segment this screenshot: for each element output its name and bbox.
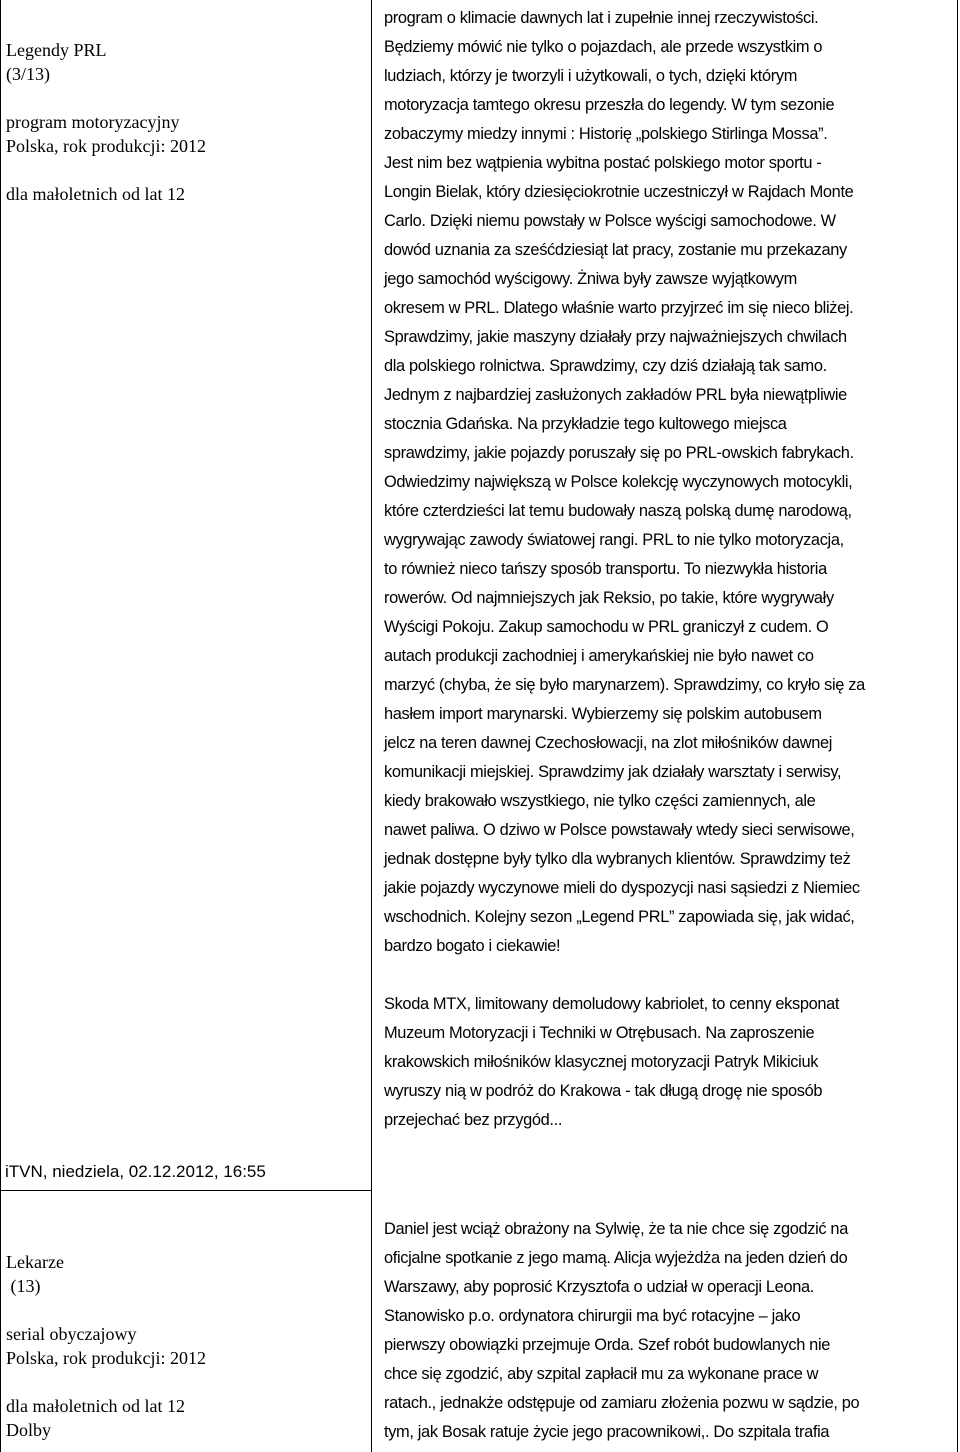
episode-description [384, 990, 956, 1135]
episode-line: Muzeum Motoryzacji i Techniki w Otrębusach. Na zaproszenie [384, 1024, 815, 1042]
right-border [957, 0, 958, 1452]
program-audio: Dolby [6, 1420, 51, 1440]
episode-line: Skoda MTX, limitowany demoludowy kabriolet, to cenny eksponat [384, 995, 840, 1013]
description-line: jego samochód wyścigowy. Żniwa były zawsze wyjątkowym [384, 270, 797, 288]
left-border [0, 0, 1, 1452]
description-line: marzyć (chyba, że się było marynarzem). Sprawdzimy, co kryło się za [384, 676, 865, 694]
description-line: Warszawy, aby poprosić Krzysztofa o udział w operacji Leona. [384, 1278, 814, 1296]
description-line: hasłem import marynarski. Wybierzemy się polskim autobusem [384, 705, 822, 723]
station-time-header: iTVN, niedziela, 02.12.2012, 16:55 [5, 1162, 266, 1181]
program-genre: serial obyczajowy [6, 1324, 137, 1344]
episode-line: krakowskich miłośników klasycznej motoryzacji Patryk Mikiciuk [384, 1053, 819, 1071]
program-country-year: Polska, rok produkcji: 2012 [6, 136, 206, 156]
description-line: kiedy brakowało wszystkiego, nie tylko części zamiennych, ale [384, 792, 816, 810]
description-line: jednak dostępne były tylko dla wybranych klientów. Sprawdzimy też [384, 850, 851, 868]
episode-line: wyruszy nią w podróż do Krakowa - tak długą drogę nie sposób [384, 1082, 823, 1100]
description-line: Stanowisko p.o. ordynatora chirurgii ma być rotacyjne – jako [384, 1307, 801, 1325]
description-line: ratach., jednakże odstępuje od zamiaru złożenia pozwu w sądzie, po [384, 1394, 860, 1412]
column-divider [371, 0, 372, 1452]
description-line: autach produkcji zachodniej i amerykańskiej nie było nawet co [384, 647, 814, 665]
description-line: jelcz na teren dawnej Czechosłowacji, na zlot miłośników dawnej [384, 734, 833, 752]
program-info-lekarze [6, 1250, 366, 1442]
description-line: wygrywając zawody światowej rangi. PRL to nie tylko motoryzacja, [384, 531, 844, 549]
description-line: dla polskiego rolnictwa. Sprawdzimy, czy dziś działają tak samo. [384, 357, 827, 375]
description-line: które czterdzieści lat temu budowały naszą polską dumę narodową, [384, 502, 852, 520]
description-line: nawet paliwa. O dziwo w Polsce powstawały wtedy sieci serwisowe, [384, 821, 855, 839]
program-rating: dla małoletnich od lat 12 [6, 184, 185, 204]
description-line: wschodnich. Kolejny sezon „Legend PRL” zapowiada się, jak widać, [384, 908, 855, 926]
program-title: Lekarze [6, 1252, 64, 1272]
program-description [384, 4, 956, 961]
description-line: Longin Bielak, który dziesięciokrotnie uczestniczył w Rajdach Monte [384, 183, 854, 201]
program-title: Legendy PRL [6, 40, 107, 60]
description-line: stocznia Gdańska. Na przykładzie tego kultowego miejsca [384, 415, 787, 433]
program-info-legendy-prl [6, 38, 366, 206]
program-rating: dla małoletnich od lat 12 [6, 1396, 185, 1416]
description-line: dowód uznania za sześćdziesiąt lat pracy, zostanie mu przekazany [384, 241, 847, 259]
description-line: komunikacji miejskiej. Sprawdzimy jak działały warsztaty i serwisy, [384, 763, 842, 781]
description-line: Wyścigi Pokoju. Zakup samochodu w PRL graniczył z cudem. O [384, 618, 829, 636]
description-line: rowerów. Od najmniejszych jak Reksio, po takie, które wygrywały [384, 589, 834, 607]
program-genre: program motoryzacyjny [6, 112, 180, 132]
description-line: Będziemy mówić nie tylko o pojazdach, ale przede wszystkim o [384, 38, 823, 56]
episode-line: przejechać bez przygód... [384, 1111, 563, 1129]
description-line: ludziach, którzy je tworzyli i użytkowali, o tych, dzięki którym [384, 67, 797, 85]
program-episode: (3/13) [6, 64, 50, 84]
description-line: tym, jak Bosak ratuje życie jego pracownikowi,. Do szpitala trafia [384, 1423, 830, 1441]
description-line: bardzo bogato i ciekawie! [384, 937, 561, 955]
description-line: pierwszy obowiązki przejmuje Orda. Szef robót budowlanych nie [384, 1336, 831, 1354]
description-line: motoryzacja tamtego okresu przeszła do legendy. W tym sezonie [384, 96, 835, 114]
program-description [384, 1215, 956, 1447]
description-line: oficjalne spotkanie z jego mamą. Alicja wyjeżdża na jeden dzień do [384, 1249, 848, 1267]
description-line: jakie pojazdy wyczynowe mieli do dyspozycji nasi sąsiedzi z Niemiec [384, 879, 860, 897]
row-divider [0, 1190, 372, 1191]
description-line: Sprawdzimy, jakie maszyny działały przy najważniejszych chwilach [384, 328, 847, 346]
description-line: to również nieco tańszy sposób transportu. To niezwykła historia [384, 560, 827, 578]
description-line: Daniel jest wciąż obrażony na Sylwię, że ta nie chce się zgodzić na [384, 1220, 848, 1238]
description-line: chce się zgodzić, aby szpital zapłacił mu za wykonane prace w [384, 1365, 819, 1383]
description-line: Carlo. Dzięki niemu powstały w Polsce wyścigi samochodowe. W [384, 212, 836, 230]
description-line: Jest nim bez wątpienia wybitna postać polskiego motor sportu - [384, 154, 822, 172]
program-episode: (13) [6, 1276, 41, 1296]
description-line: zobaczymy miedzy innymi : Historię „polskiego Stirlinga Mossa”. [384, 125, 828, 143]
description-line: Jednym z najbardziej zasłużonych zakładów PRL była niewątpliwie [384, 386, 847, 404]
description-line: Odwiedzimy największą w Polsce kolekcję wyczynowych motocykli, [384, 473, 853, 491]
program-country-year: Polska, rok produkcji: 2012 [6, 1348, 206, 1368]
description-line: program o klimacie dawnych lat i zupełnie innej rzeczywistości. [384, 9, 819, 27]
description-line: sprawdzimy, jakie pojazdy poruszały się po PRL-owskich fabrykach. [384, 444, 854, 462]
description-line: okresem w PRL. Dlatego właśnie warto przyjrzeć im się nieco bliżej. [384, 299, 854, 317]
